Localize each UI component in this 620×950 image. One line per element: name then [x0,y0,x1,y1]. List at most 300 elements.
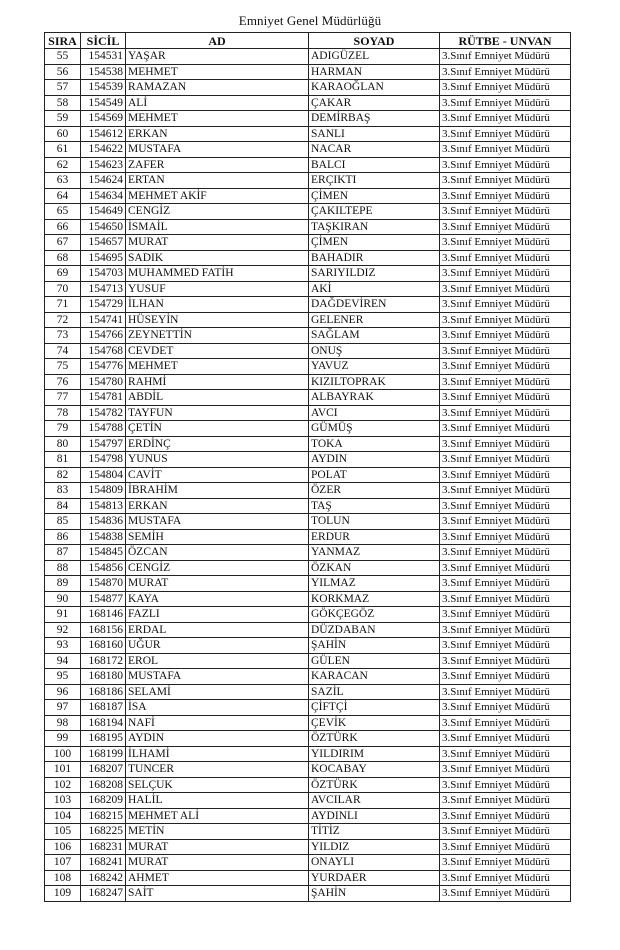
cell-soyad: ÖZKAN [309,560,440,576]
cell-ad: MUSTAFA [126,514,309,530]
cell-soyad: BAHADIR [309,250,440,266]
cell-ad: MEHMET ALİ [126,808,309,824]
cell-sicil: 168186 [81,684,126,700]
cell-ad: CENGİZ [126,560,309,576]
cell-ad: ZEYNETTİN [126,328,309,344]
cell-sira: 70 [45,281,81,297]
cell-ad: ÇETİN [126,421,309,437]
cell-rutbe-unvan: 3.Sınıf Emniyet Müdürü [440,483,571,499]
table-header-row [45,33,571,49]
cell-sicil: 154768 [81,343,126,359]
cell-soyad: YILDIZ [309,839,440,855]
cell-rutbe-unvan: 3.Sınıf Emniyet Müdürü [440,545,571,561]
cell-rutbe-unvan: 3.Sınıf Emniyet Müdürü [440,514,571,530]
cell-ad: RAHMİ [126,374,309,390]
table-row [45,746,571,762]
cell-rutbe-unvan: 3.Sınıf Emniyet Müdürü [440,560,571,576]
cell-rutbe-unvan: 3.Sınıf Emniyet Müdürü [440,328,571,344]
cell-sicil: 154531 [81,49,126,65]
cell-soyad: GÖKÇEGÖZ [309,607,440,623]
cell-ad: SELÇUK [126,777,309,793]
cell-ad: ERTAN [126,173,309,189]
cell-ad: ERKAN [126,498,309,514]
table-row [45,436,571,452]
cell-sira: 75 [45,359,81,375]
cell-sicil: 154569 [81,111,126,127]
cell-sira: 99 [45,731,81,747]
cell-rutbe-unvan: 3.Sınıf Emniyet Müdürü [440,808,571,824]
cell-sicil: 154634 [81,188,126,204]
cell-sicil: 154781 [81,390,126,406]
cell-rutbe-unvan: 3.Sınıf Emniyet Müdürü [440,374,571,390]
cell-soyad: KARAOĞLAN [309,80,440,96]
cell-sicil: 154713 [81,281,126,297]
cell-soyad: KOCABAY [309,762,440,778]
cell-sicil: 168172 [81,653,126,669]
cell-soyad: HARMAN [309,64,440,80]
cell-sicil: 168231 [81,839,126,855]
cell-sira: 73 [45,328,81,344]
cell-soyad: AYDIN [309,452,440,468]
cell-soyad: BALCI [309,157,440,173]
cell-rutbe-unvan: 3.Sınıf Emniyet Müdürü [440,669,571,685]
table-row [45,49,571,65]
cell-sicil: 154622 [81,142,126,158]
cell-rutbe-unvan: 3.Sınıf Emniyet Müdürü [440,467,571,483]
table-row [45,374,571,390]
header-sira: SIRA [45,33,81,49]
cell-ad: SELAMİ [126,684,309,700]
cell-soyad: ÇAKILTEPE [309,204,440,220]
cell-ad: İLHAMİ [126,746,309,762]
cell-rutbe-unvan: 3.Sınıf Emniyet Müdürü [440,219,571,235]
cell-ad: MEHMET [126,359,309,375]
table-row [45,266,571,282]
cell-sira: 84 [45,498,81,514]
table-row [45,684,571,700]
cell-sira: 103 [45,793,81,809]
cell-sicil: 154845 [81,545,126,561]
cell-soyad: GELENER [309,312,440,328]
cell-rutbe-unvan: 3.Sınıf Emniyet Müdürü [440,839,571,855]
cell-sicil: 154780 [81,374,126,390]
cell-ad: SADIK [126,250,309,266]
cell-ad: HALİL [126,793,309,809]
cell-rutbe-unvan: 3.Sınıf Emniyet Müdürü [440,421,571,437]
cell-ad: MEHMET [126,64,309,80]
cell-soyad: ÇİFTÇİ [309,700,440,716]
cell-soyad: POLAT [309,467,440,483]
table-row [45,762,571,778]
cell-sicil: 168247 [81,886,126,902]
cell-rutbe-unvan: 3.Sınıf Emniyet Müdürü [440,188,571,204]
cell-sicil: 154838 [81,529,126,545]
cell-sicil: 154788 [81,421,126,437]
cell-rutbe-unvan: 3.Sınıf Emniyet Müdürü [440,359,571,375]
cell-ad: ABDİL [126,390,309,406]
document-title: Emniyet Genel Müdürlüğü [238,13,382,28]
table-row [45,777,571,793]
cell-sira: 100 [45,746,81,762]
cell-rutbe-unvan: 3.Sınıf Emniyet Müdürü [440,498,571,514]
cell-soyad: TİTİZ [309,824,440,840]
cell-soyad: ERDUR [309,529,440,545]
cell-sicil: 168241 [81,855,126,871]
table-row [45,560,571,576]
cell-soyad: ÖZTÜRK [309,731,440,747]
cell-soyad: SAZİL [309,684,440,700]
cell-sira: 89 [45,576,81,592]
table-row [45,126,571,142]
cell-rutbe-unvan: 3.Sınıf Emniyet Müdürü [440,111,571,127]
cell-ad: ERDİNÇ [126,436,309,452]
cell-sira: 56 [45,64,81,80]
cell-ad: ALİ [126,95,309,111]
cell-sira: 82 [45,467,81,483]
cell-soyad: ÇİMEN [309,188,440,204]
cell-sira: 74 [45,343,81,359]
cell-sira: 62 [45,157,81,173]
cell-ad: MURAT [126,235,309,251]
cell-rutbe-unvan: 3.Sınıf Emniyet Müdürü [440,824,571,840]
cell-sicil: 168199 [81,746,126,762]
cell-ad: İBRAHİM [126,483,309,499]
cell-ad: MUSTAFA [126,669,309,685]
table-row [45,359,571,375]
table-row [45,188,571,204]
cell-sira: 68 [45,250,81,266]
table-row [45,514,571,530]
cell-rutbe-unvan: 3.Sınıf Emniyet Müdürü [440,870,571,886]
table-row [45,870,571,886]
cell-sira: 72 [45,312,81,328]
table-row [45,886,571,902]
cell-sira: 98 [45,715,81,731]
cell-soyad: AYDINLI [309,808,440,824]
cell-sicil: 154782 [81,405,126,421]
cell-soyad: YAVUZ [309,359,440,375]
table-row [45,653,571,669]
cell-sira: 71 [45,297,81,313]
table-row [45,157,571,173]
table-row [45,839,571,855]
table-row [45,700,571,716]
cell-soyad: AKİ [309,281,440,297]
cell-sicil: 154612 [81,126,126,142]
table-row [45,529,571,545]
cell-soyad: ŞAHİN [309,638,440,654]
table-row [45,95,571,111]
cell-sira: 59 [45,111,81,127]
cell-ad: ZAFER [126,157,309,173]
cell-sira: 92 [45,622,81,638]
cell-soyad: ERÇIKTI [309,173,440,189]
cell-ad: İSMAİL [126,219,309,235]
table-row [45,808,571,824]
cell-rutbe-unvan: 3.Sınıf Emniyet Müdürü [440,142,571,158]
cell-sira: 85 [45,514,81,530]
cell-ad: YAŞAR [126,49,309,65]
header-rutbe-unvan: RÜTBE - UNVAN [440,33,571,49]
cell-ad: EROL [126,653,309,669]
cell-soyad: TAŞ [309,498,440,514]
cell-ad: TUNCER [126,762,309,778]
cell-ad: MURAT [126,839,309,855]
cell-sicil: 168160 [81,638,126,654]
header-sicil: SİCİL [81,33,126,49]
cell-ad: SAİT [126,886,309,902]
cell-soyad: ONUŞ [309,343,440,359]
cell-rutbe-unvan: 3.Sınıf Emniyet Müdürü [440,157,571,173]
cell-ad: ERDAL [126,622,309,638]
table-row [45,498,571,514]
cell-ad: UĞUR [126,638,309,654]
cell-sira: 69 [45,266,81,282]
cell-ad: RAMAZAN [126,80,309,96]
cell-sira: 76 [45,374,81,390]
cell-rutbe-unvan: 3.Sınıf Emniyet Müdürü [440,250,571,266]
table-row [45,250,571,266]
cell-rutbe-unvan: 3.Sınıf Emniyet Müdürü [440,793,571,809]
cell-rutbe-unvan: 3.Sınıf Emniyet Müdürü [440,281,571,297]
cell-ad: FAZLI [126,607,309,623]
cell-rutbe-unvan: 3.Sınıf Emniyet Müdürü [440,653,571,669]
cell-sicil: 168208 [81,777,126,793]
cell-soyad: YILDIRIM [309,746,440,762]
cell-sira: 66 [45,219,81,235]
cell-rutbe-unvan: 3.Sınıf Emniyet Müdürü [440,591,571,607]
cell-soyad: TOKA [309,436,440,452]
cell-soyad: KORKMAZ [309,591,440,607]
cell-sira: 63 [45,173,81,189]
cell-sira: 64 [45,188,81,204]
cell-ad: HÜSEYİN [126,312,309,328]
cell-sira: 108 [45,870,81,886]
cell-rutbe-unvan: 3.Sınıf Emniyet Müdürü [440,607,571,623]
table-row [45,235,571,251]
table-row [45,80,571,96]
cell-rutbe-unvan: 3.Sınıf Emniyet Müdürü [440,452,571,468]
cell-ad: YUSUF [126,281,309,297]
cell-ad: ÖZCAN [126,545,309,561]
cell-sicil: 168194 [81,715,126,731]
cell-sicil: 154766 [81,328,126,344]
cell-rutbe-unvan: 3.Sınıf Emniyet Müdürü [440,436,571,452]
table-row [45,731,571,747]
cell-sira: 101 [45,762,81,778]
table-row [45,622,571,638]
cell-sira: 87 [45,545,81,561]
cell-sira: 83 [45,483,81,499]
cell-ad: MEHMET AKİF [126,188,309,204]
cell-soyad: AVCI [309,405,440,421]
cell-ad: MURAT [126,576,309,592]
cell-soyad: TOLUN [309,514,440,530]
table-row [45,312,571,328]
personnel-table [44,32,571,902]
cell-rutbe-unvan: 3.Sınıf Emniyet Müdürü [440,80,571,96]
cell-ad: MEHMET [126,111,309,127]
cell-soyad: ALBAYRAK [309,390,440,406]
table-row [45,576,571,592]
cell-soyad: AVCILAR [309,793,440,809]
cell-soyad: ŞAHİN [309,886,440,902]
cell-rutbe-unvan: 3.Sınıf Emniyet Müdürü [440,126,571,142]
cell-rutbe-unvan: 3.Sınıf Emniyet Müdürü [440,64,571,80]
cell-sira: 104 [45,808,81,824]
cell-sicil: 168215 [81,808,126,824]
cell-sira: 61 [45,142,81,158]
cell-rutbe-unvan: 3.Sınıf Emniyet Müdürü [440,638,571,654]
cell-sicil: 154624 [81,173,126,189]
cell-sira: 91 [45,607,81,623]
cell-sira: 86 [45,529,81,545]
cell-sicil: 154623 [81,157,126,173]
table-row [45,607,571,623]
cell-sicil: 154813 [81,498,126,514]
cell-soyad: KIZILTOPRAK [309,374,440,390]
cell-sicil: 168242 [81,870,126,886]
cell-sicil: 168195 [81,731,126,747]
cell-sicil: 154856 [81,560,126,576]
cell-sicil: 154729 [81,297,126,313]
header-soyad: SOYAD [309,33,440,49]
table-row [45,467,571,483]
cell-sira: 80 [45,436,81,452]
cell-sira: 67 [45,235,81,251]
cell-soyad: TAŞKIRAN [309,219,440,235]
cell-ad: AYDIN [126,731,309,747]
cell-rutbe-unvan: 3.Sınıf Emniyet Müdürü [440,731,571,747]
cell-soyad: SAĞLAM [309,328,440,344]
cell-rutbe-unvan: 3.Sınıf Emniyet Müdürü [440,49,571,65]
cell-sicil: 168180 [81,669,126,685]
cell-sira: 79 [45,421,81,437]
cell-soyad: ADIGÜZEL [309,49,440,65]
cell-rutbe-unvan: 3.Sınıf Emniyet Müdürü [440,746,571,762]
cell-soyad: ÇEVİK [309,715,440,731]
cell-rutbe-unvan: 3.Sınıf Emniyet Müdürü [440,715,571,731]
cell-soyad: ÇAKAR [309,95,440,111]
cell-ad: MUSTAFA [126,142,309,158]
cell-soyad: DEMİRBAŞ [309,111,440,127]
cell-sicil: 154741 [81,312,126,328]
cell-ad: CAVİT [126,467,309,483]
cell-ad: SEMİH [126,529,309,545]
header-ad: AD [126,33,309,49]
table-row [45,343,571,359]
cell-ad: KAYA [126,591,309,607]
cell-rutbe-unvan: 3.Sınıf Emniyet Müdürü [440,235,571,251]
cell-sicil: 154776 [81,359,126,375]
cell-sicil: 154870 [81,576,126,592]
cell-ad: AHMET [126,870,309,886]
cell-sicil: 154836 [81,514,126,530]
table-row [45,824,571,840]
cell-sira: 93 [45,638,81,654]
cell-sicil: 168146 [81,607,126,623]
cell-sira: 88 [45,560,81,576]
cell-sicil: 154657 [81,235,126,251]
table-row [45,111,571,127]
cell-sira: 58 [45,95,81,111]
cell-rutbe-unvan: 3.Sınıf Emniyet Müdürü [440,405,571,421]
table-row [45,591,571,607]
cell-sira: 77 [45,390,81,406]
cell-ad: TAYFUN [126,405,309,421]
cell-sicil: 168156 [81,622,126,638]
cell-rutbe-unvan: 3.Sınıf Emniyet Müdürü [440,855,571,871]
cell-sicil: 154649 [81,204,126,220]
table-row [45,793,571,809]
cell-rutbe-unvan: 3.Sınıf Emniyet Müdürü [440,297,571,313]
cell-ad: MURAT [126,855,309,871]
table-row [45,405,571,421]
cell-sira: 60 [45,126,81,142]
cell-sicil: 154797 [81,436,126,452]
cell-soyad: SARIYILDIZ [309,266,440,282]
cell-sicil: 154695 [81,250,126,266]
table-row [45,142,571,158]
cell-rutbe-unvan: 3.Sınıf Emniyet Müdürü [440,529,571,545]
cell-sicil: 154877 [81,591,126,607]
table-row [45,204,571,220]
table-row [45,452,571,468]
table-row [45,545,571,561]
cell-rutbe-unvan: 3.Sınıf Emniyet Müdürü [440,312,571,328]
cell-sira: 96 [45,684,81,700]
cell-rutbe-unvan: 3.Sınıf Emniyet Müdürü [440,622,571,638]
table-row [45,173,571,189]
cell-sira: 105 [45,824,81,840]
cell-sicil: 154804 [81,467,126,483]
table-row [45,638,571,654]
cell-sira: 78 [45,405,81,421]
cell-soyad: ÖZTÜRK [309,777,440,793]
cell-rutbe-unvan: 3.Sınıf Emniyet Müdürü [440,343,571,359]
cell-soyad: YURDAER [309,870,440,886]
cell-sicil: 168207 [81,762,126,778]
cell-sira: 102 [45,777,81,793]
cell-ad: CENGİZ [126,204,309,220]
table-row [45,855,571,871]
cell-sicil: 154549 [81,95,126,111]
cell-sira: 94 [45,653,81,669]
cell-soyad: DAĞDEVİREN [309,297,440,313]
cell-sira: 107 [45,855,81,871]
cell-sira: 55 [45,49,81,65]
cell-soyad: YILMAZ [309,576,440,592]
cell-rutbe-unvan: 3.Sınıf Emniyet Müdürü [440,95,571,111]
cell-sicil: 168225 [81,824,126,840]
cell-rutbe-unvan: 3.Sınıf Emniyet Müdürü [440,684,571,700]
table-row [45,421,571,437]
table-row [45,669,571,685]
cell-rutbe-unvan: 3.Sınıf Emniyet Müdürü [440,173,571,189]
cell-rutbe-unvan: 3.Sınıf Emniyet Müdürü [440,700,571,716]
cell-soyad: ONAYLI [309,855,440,871]
cell-sicil: 154809 [81,483,126,499]
table-row [45,281,571,297]
cell-rutbe-unvan: 3.Sınıf Emniyet Müdürü [440,204,571,220]
cell-sicil: 154650 [81,219,126,235]
cell-sira: 65 [45,204,81,220]
cell-sicil: 168209 [81,793,126,809]
cell-soyad: KARACAN [309,669,440,685]
cell-soyad: GÜLEN [309,653,440,669]
cell-sira: 109 [45,886,81,902]
cell-soyad: NACAR [309,142,440,158]
